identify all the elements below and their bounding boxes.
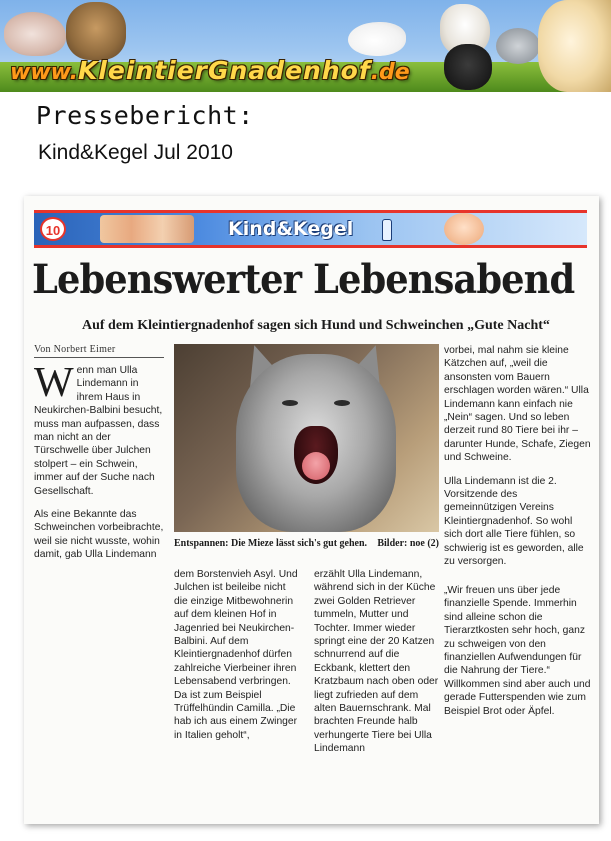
baby-photo [444, 213, 484, 245]
article-author: Von Norbert Eimer [34, 344, 164, 358]
article-paragraph: Als eine Bekannte das Schweinchen vorbeibrachte, weil sie nicht wusste, wohin damit, gab Ulla Lindemann [34, 509, 164, 561]
page-number-badge: 10 [40, 217, 66, 241]
drop-cap: W [34, 360, 74, 406]
kitten-image [496, 28, 540, 64]
article-column-2: dem Borstenvieh Asyl. Und Julchen ist beileibe nicht die einzige Mitbewohnerin auf dem kleinen Hof in Jagenried bei Neukirchen-Balbini. Auf dem Kleintiergnadenhof dürfen zahlreiche Vierbeiner ihren Lebensabend verbringen. Da ist zum Beispiel Trüffelhündin Camilla. „Die hab ich aus einem Zwinger in Italien geholt“, [174, 569, 298, 741]
site-url-brand: KleintierGnadenhof [77, 56, 371, 85]
article-column-right-top [444, 344, 592, 569]
article-headline: Lebenswerter Lebensabend [32, 256, 575, 303]
site-url-tld: .de [370, 60, 410, 85]
article-clipping [24, 196, 599, 824]
page-title: Pressebericht: [36, 101, 254, 130]
children-photo-strip [100, 215, 194, 243]
caption-text: Entspannen: Die Mieze lässt sich's gut gehen. [174, 538, 368, 549]
cat-image [66, 2, 126, 60]
article-subheadline: Auf dem Kleintiergnadenhof sagen sich Hund und Schweinchen „Gute Nacht“ [82, 318, 550, 333]
site-logo-link[interactable] [10, 56, 410, 86]
article-column-4: „Wir freuen uns über jede finanzielle Spende. Immerhin sind alleine schon die Tierarztkosten sehr hoch, ganz zu schweigen von den finanziellen Aufwendungen für die Nahrung der Tiere.“ Willkommen sind aber auch und gerade Futterspenden wie zum Beispiel Brot oder Äpfel. [444, 585, 591, 717]
black-cat-image [444, 44, 492, 90]
site-banner [0, 0, 611, 92]
bottle-icon [382, 219, 392, 241]
rat-image [4, 12, 66, 56]
article-column-1 [34, 360, 164, 562]
page-subtitle: Kind&Kegel Jul 2010 [38, 141, 233, 164]
magazine-logo: Kind&Kegel [228, 218, 354, 240]
cat-tongue [302, 452, 330, 480]
cat-eye-left [282, 400, 298, 406]
article-paragraph: vorbei, mal nahm sie kleine Kätzchen auf, „weil die ansonsten vom Bauern erschlagen worden wären.“ Ulla Lindemann kann einfach nie „Nein“ sagen. Und so leben derzeit rund 80 Tiere bei ihr – darunter Hunde, Schafe, Ziegen und Schweine. [444, 345, 591, 464]
article-paragraph: enn man Ulla Lindemann in ihrem Haus in Neukirchen-Balbini besucht, muss man aufpassen, dass man nicht an der Türschwelle über Julchen stolpert – ein Schwein, immer auf der Suche nach Gesellschaft. [34, 365, 163, 497]
article-column-3: erzählt Ulla Lindemann, während sich in der Küche zwei Golden Retriever tummeln, Mutter und Tochter. Immer wieder springt eine der 20 Katzen schnurrend auf die Eckbank, klettert den Kratzbaum nach oben oder liegt zufrieden auf dem alten Bauernschrank. Mal brachten Freunde halb verhungerte Tiere bei Ulla Lindemann [314, 569, 439, 755]
dog-image [538, 0, 611, 92]
magazine-header-band [34, 210, 587, 248]
duck-image [348, 22, 406, 56]
photo-caption [174, 538, 439, 549]
photo-credit: Bilder: noe (2) [377, 538, 439, 549]
site-url-prefix: www. [10, 60, 78, 85]
article-paragraph: Ulla Lindemann ist die 2. Vorsitzende des gemeinnützigen Vereins Kleintiergnadenhof. So wohl sich dort alle Tiere fühlen, so schwierig ist es geworden, alle zu versorgen. [444, 475, 584, 568]
cat-eye-right [334, 400, 350, 406]
cat-yawning-photo [174, 344, 439, 532]
